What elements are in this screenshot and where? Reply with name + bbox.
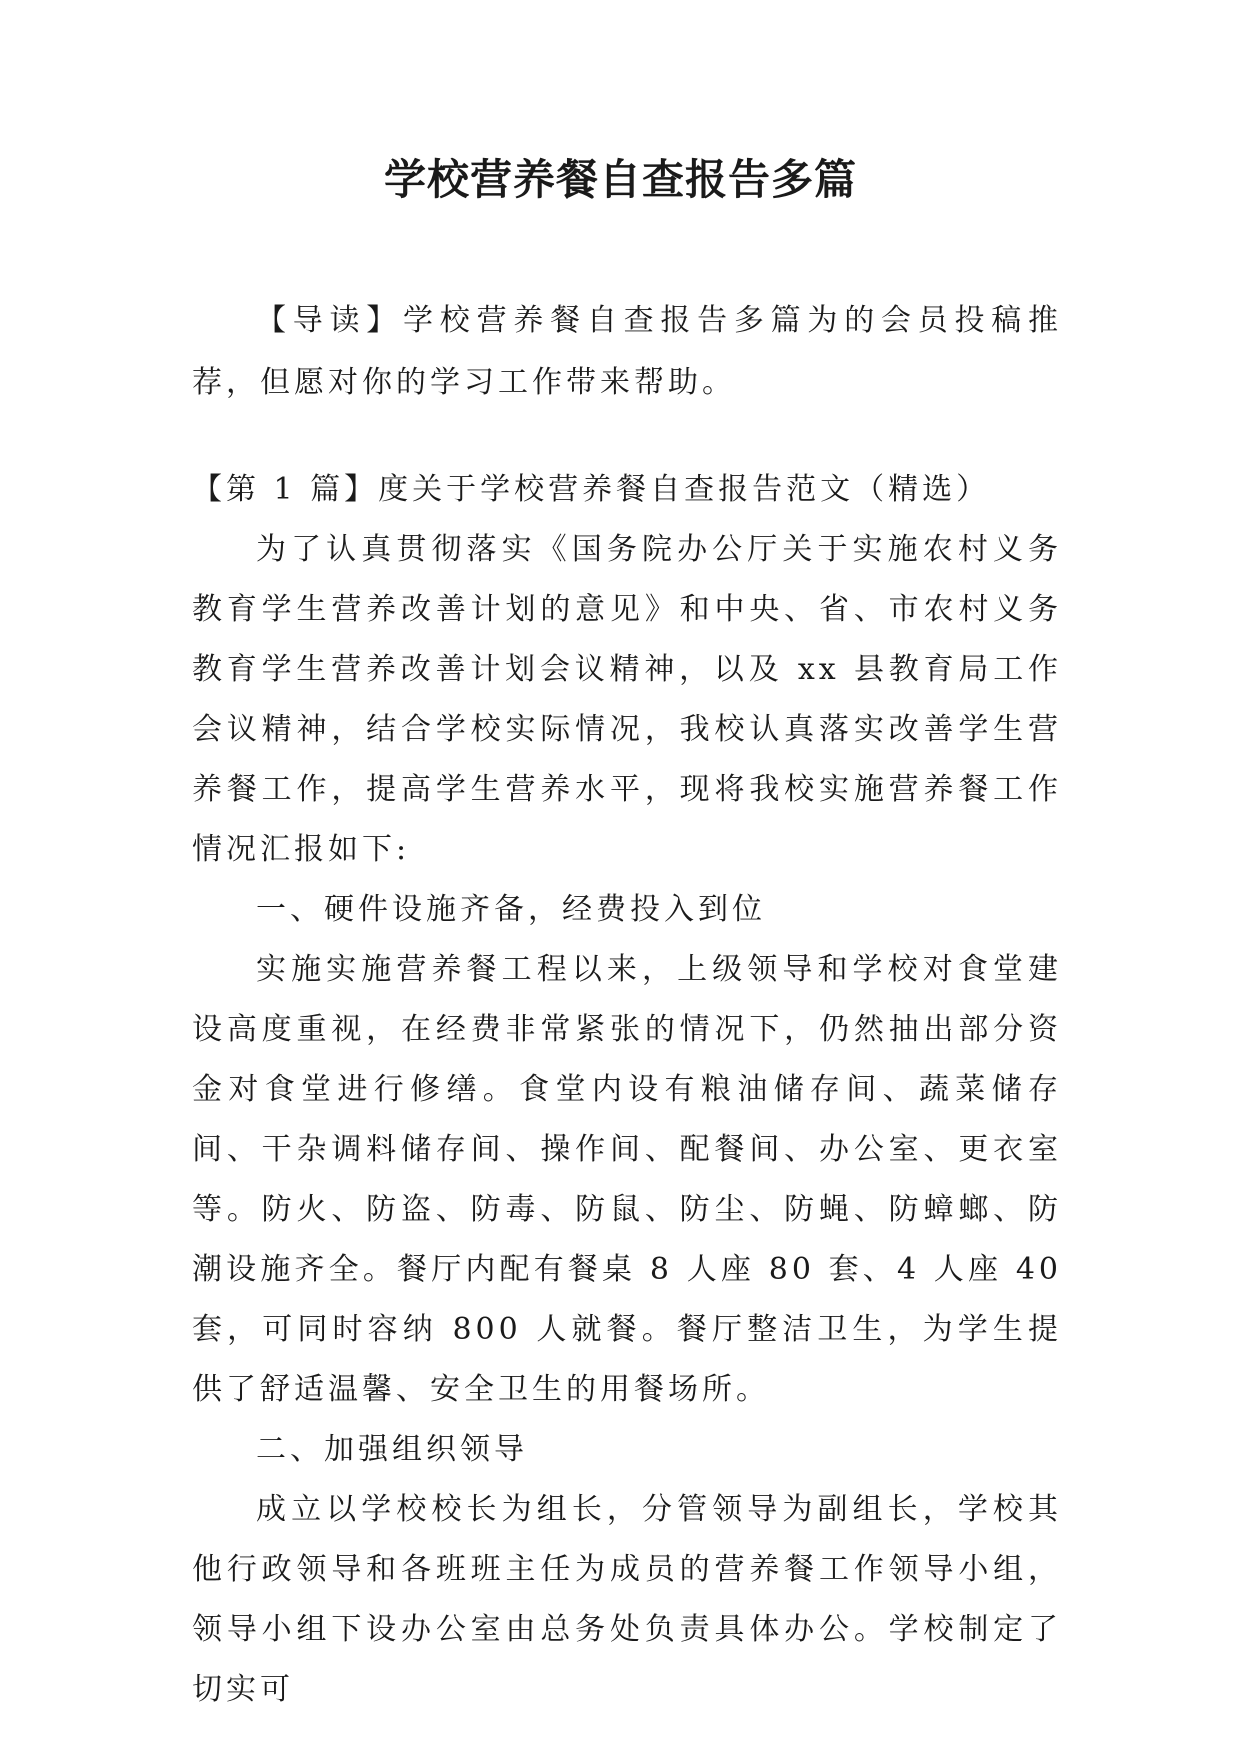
article-heading: 【第 1 篇】度关于学校营养餐自查报告范文（精选） <box>192 472 991 507</box>
paragraph-intro: 为了认真贯彻落实《国务院办公厅关于实施农村义务教育学生营养改善计划的意见》和中央、省、市农村义务教育学生营养改善计划会议精神，以及 xx 县教育局工作会议精神，结合学校实际情况，我校认真落实改善学生营养餐工作，提高学生营养水平，现将我校实施营养餐工作情况汇报如下: <box>192 532 1062 867</box>
paragraph-hardware: 实施实施营养餐工程以来，上级领导和学校对食堂建设高度重视，在经费非常紧张的情况下，仍然抽出部分资金对食堂进行修缮。食堂内设有粮油储存间、蔬菜储存间、干杂调料储存间、操作间、配餐间、办公室、更衣室等。防火、防盗、防毒、防鼠、防尘、防蝇、防蟑螂、防潮设施齐全。餐厅内配有餐桌 8 人座 80 套、4 人座 40 套，可同时容纳 800 人就餐。餐厅整洁卫生，为学生提供了舒适温馨、安全卫生的用餐场所。 <box>192 952 1062 1407</box>
section-heading-leadership: 二、加强组织领导 <box>256 1432 528 1467</box>
article-section <box>192 460 1062 1720</box>
paragraph-leadership: 成立以学校校长为组长，分管领导为副组长，学校其他行政领导和各班班主任为成员的营养餐工作领导小组，领导小组下设办公室由总务处负责具体办公。学校制定了切实可 <box>192 1492 1062 1707</box>
section-heading-hardware: 一、硬件设施齐备，经费投入到位 <box>256 892 766 927</box>
intro-section <box>192 290 1062 414</box>
document-title: 学校营养餐自查报告多篇 <box>383 155 857 204</box>
intro-paragraph: 【导读】学校营养餐自查报告多篇为的会员投稿推荐，但愿对你的学习工作带来帮助。 <box>192 303 1062 400</box>
